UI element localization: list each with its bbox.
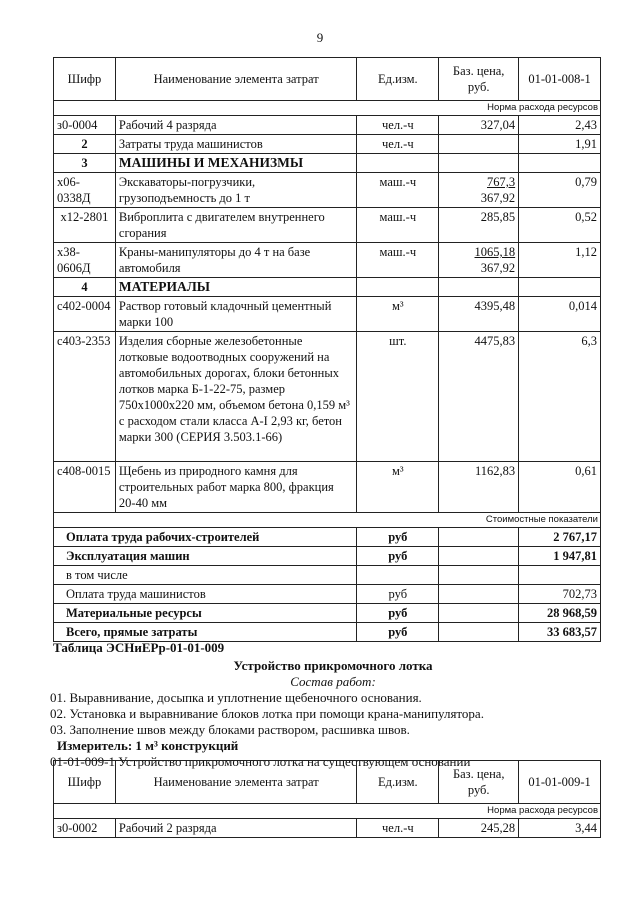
summary-name: Оплата труда машинистов: [54, 585, 357, 604]
table-header-row: [54, 761, 601, 804]
summary-value: [519, 566, 601, 585]
norm-header: Норма расхода ресурсов: [54, 101, 601, 116]
row-name: Краны-манипуляторы до 4 т на базе автомобиля: [115, 243, 356, 278]
summary-unit: руб: [357, 585, 439, 604]
section-title: МАТЕРИАЛЫ: [115, 278, 356, 297]
row-code: з0-0002: [54, 819, 116, 838]
col-code-header: Шифр: [54, 761, 116, 804]
summary-unit: руб: [357, 623, 439, 642]
table-row: [54, 332, 601, 462]
row-name: Затраты труда машинистов: [115, 135, 356, 154]
col-norm-code-header: 01-01-009-1: [519, 761, 601, 804]
summary-name: Материальные ресурсы: [54, 604, 357, 623]
row-price: 245,28: [439, 819, 519, 838]
row-price: [439, 135, 519, 154]
row-price: 1162,83: [439, 462, 519, 513]
row-norm: 0,79: [519, 173, 601, 208]
table-title: Таблица ЭСНиЕРр-01-01-009: [53, 640, 225, 655]
table-row: [54, 243, 601, 278]
row-name: Экскаваторы-погрузчики, грузоподъемность до 1 т: [115, 173, 356, 208]
table-row: [54, 173, 601, 208]
section-row-materials: [54, 278, 601, 297]
norm-header-row: [54, 804, 601, 819]
row-price: 1065,18: [474, 245, 516, 259]
row-norm: 6,3: [519, 332, 601, 462]
summary-unit: [357, 566, 439, 585]
section-number: 4: [54, 278, 116, 297]
work-item: 02. Установка и выравнивание блоков лотка при помощи крана-манипулятора.: [50, 706, 484, 721]
row-norm: 1,12: [519, 243, 601, 278]
summary-unit: руб: [357, 547, 439, 566]
table-row: [54, 462, 601, 513]
row-unit: чел.-ч: [357, 819, 439, 838]
summary-value: 702,73: [519, 585, 601, 604]
col-code-header: Шифр: [54, 58, 116, 101]
table-row: [54, 116, 601, 135]
summary-name: Всего, прямые затраты: [54, 623, 357, 642]
row-norm: 2,43: [519, 116, 601, 135]
row-norm: 0,52: [519, 208, 601, 243]
row-code: с402-0004: [54, 297, 116, 332]
norm-line: 01-01-009-1 Устройство прикромочного лотка на существующем основании: [50, 754, 471, 769]
row-unit: чел.-ч: [357, 135, 439, 154]
row-code: х38-0606Д: [54, 243, 116, 278]
row-name: Рабочий 2 разряда: [115, 819, 356, 838]
row-price-cell: [439, 243, 519, 278]
col-price-header: Баз. цена, руб.: [439, 761, 519, 804]
col-norm-code-header: 01-01-008-1: [519, 58, 601, 101]
col-name-header: Наименование элемента затрат: [115, 761, 356, 804]
summary-row: [54, 566, 601, 585]
row-price-secondary: 367,92: [480, 261, 516, 275]
summary-row: [54, 528, 601, 547]
row-code: х12-2801: [54, 208, 116, 243]
norm-header-row: [54, 101, 601, 116]
col-name-header: Наименование элемента затрат: [115, 58, 356, 101]
row-code: 2: [54, 135, 116, 154]
work-item: 03. Заполнение швов между блоками раствором, расшивка швов.: [50, 722, 410, 737]
row-unit: маш.-ч: [357, 208, 439, 243]
col-unit-header: Ед.изм.: [357, 761, 439, 804]
row-price: 285,85: [439, 208, 519, 243]
row-norm: 1,91: [519, 135, 601, 154]
resource-table-009: [53, 760, 601, 838]
table-row: [54, 297, 601, 332]
works-heading: Состав работ:: [290, 674, 376, 689]
cost-header: Стоимостные показатели: [54, 513, 601, 528]
summary-row: [54, 547, 601, 566]
row-name: Раствор готовый кладочный цементный марки 100: [115, 297, 356, 332]
summary-row: [54, 604, 601, 623]
table-row: [54, 208, 601, 243]
row-price-secondary: 367,92: [480, 191, 516, 205]
row-name: Щебень из природного камня для строительных работ марка 800, фракция 20-40 мм: [115, 462, 356, 513]
table-009-section: [50, 640, 613, 770]
summary-value: 28 968,59: [519, 604, 601, 623]
section-number: 3: [54, 154, 116, 173]
table-row: [54, 819, 601, 838]
row-name: Изделия сборные железобетонные лотковые водоотводных сооружений на автомобильных дорогах, блоки бетонных лотков марка Б-1-22-75, размер 750x1000x220 мм, объемом бетона 0,159 м³ с расходом стали класса А-I 2,93 кг, бетон марки 300 (СЕРИЯ 3.503.1-66): [115, 332, 356, 462]
summary-name: Эксплуатация машин: [54, 547, 357, 566]
table-row: [54, 135, 601, 154]
table-subtitle: Устройство прикромочного лотка: [233, 658, 433, 673]
summary-unit: руб: [357, 604, 439, 623]
row-price: 767,3: [487, 175, 516, 189]
table-header-row: [54, 58, 601, 101]
row-unit: маш.-ч: [357, 243, 439, 278]
cost-header-row: [54, 513, 601, 528]
row-unit: шт.: [357, 332, 439, 462]
meter-line: Измеритель: 1 м³ конструкций: [57, 738, 239, 753]
summary-value: 2 767,17: [519, 528, 601, 547]
section-row-machines: [54, 154, 601, 173]
row-code: с403-2353: [54, 332, 116, 462]
row-price: 4475,83: [439, 332, 519, 462]
row-price: 4395,48: [439, 297, 519, 332]
row-code: з0-0004: [54, 116, 116, 135]
summary-name: в том числе: [54, 566, 357, 585]
row-unit: чел.-ч: [357, 116, 439, 135]
row-norm: 0,61: [519, 462, 601, 513]
summary-value: 33 683,57: [519, 623, 601, 642]
summary-row: [54, 623, 601, 642]
row-norm: 0,014: [519, 297, 601, 332]
section-title: МАШИНЫ И МЕХАНИЗМЫ: [115, 154, 356, 173]
row-unit: м³: [357, 297, 439, 332]
page-number: 9: [316, 30, 324, 45]
work-item: 01. Выравнивание, досыпка и уплотнение щебеночного основания.: [50, 690, 422, 705]
row-unit: маш.-ч: [357, 173, 439, 208]
row-norm: 3,44: [519, 819, 601, 838]
norm-header: Норма расхода ресурсов: [54, 804, 601, 819]
col-unit-header: Ед.изм.: [357, 58, 439, 101]
row-unit: м³: [357, 462, 439, 513]
resource-table-008: [53, 57, 601, 642]
row-price: 327,04: [439, 116, 519, 135]
row-code: х06-0338Д: [54, 173, 116, 208]
row-code: с408-0015: [54, 462, 116, 513]
summary-unit: руб: [357, 528, 439, 547]
col-price-header: Баз. цена, руб.: [439, 58, 519, 101]
row-price-cell: [439, 173, 519, 208]
summary-value: 1 947,81: [519, 547, 601, 566]
row-name: Виброплита с двигателем внутреннего сгорания: [115, 208, 356, 243]
row-name: Рабочий 4 разряда: [115, 116, 356, 135]
summary-row: [54, 585, 601, 604]
summary-name: Оплата труда рабочих-строителей: [54, 528, 357, 547]
